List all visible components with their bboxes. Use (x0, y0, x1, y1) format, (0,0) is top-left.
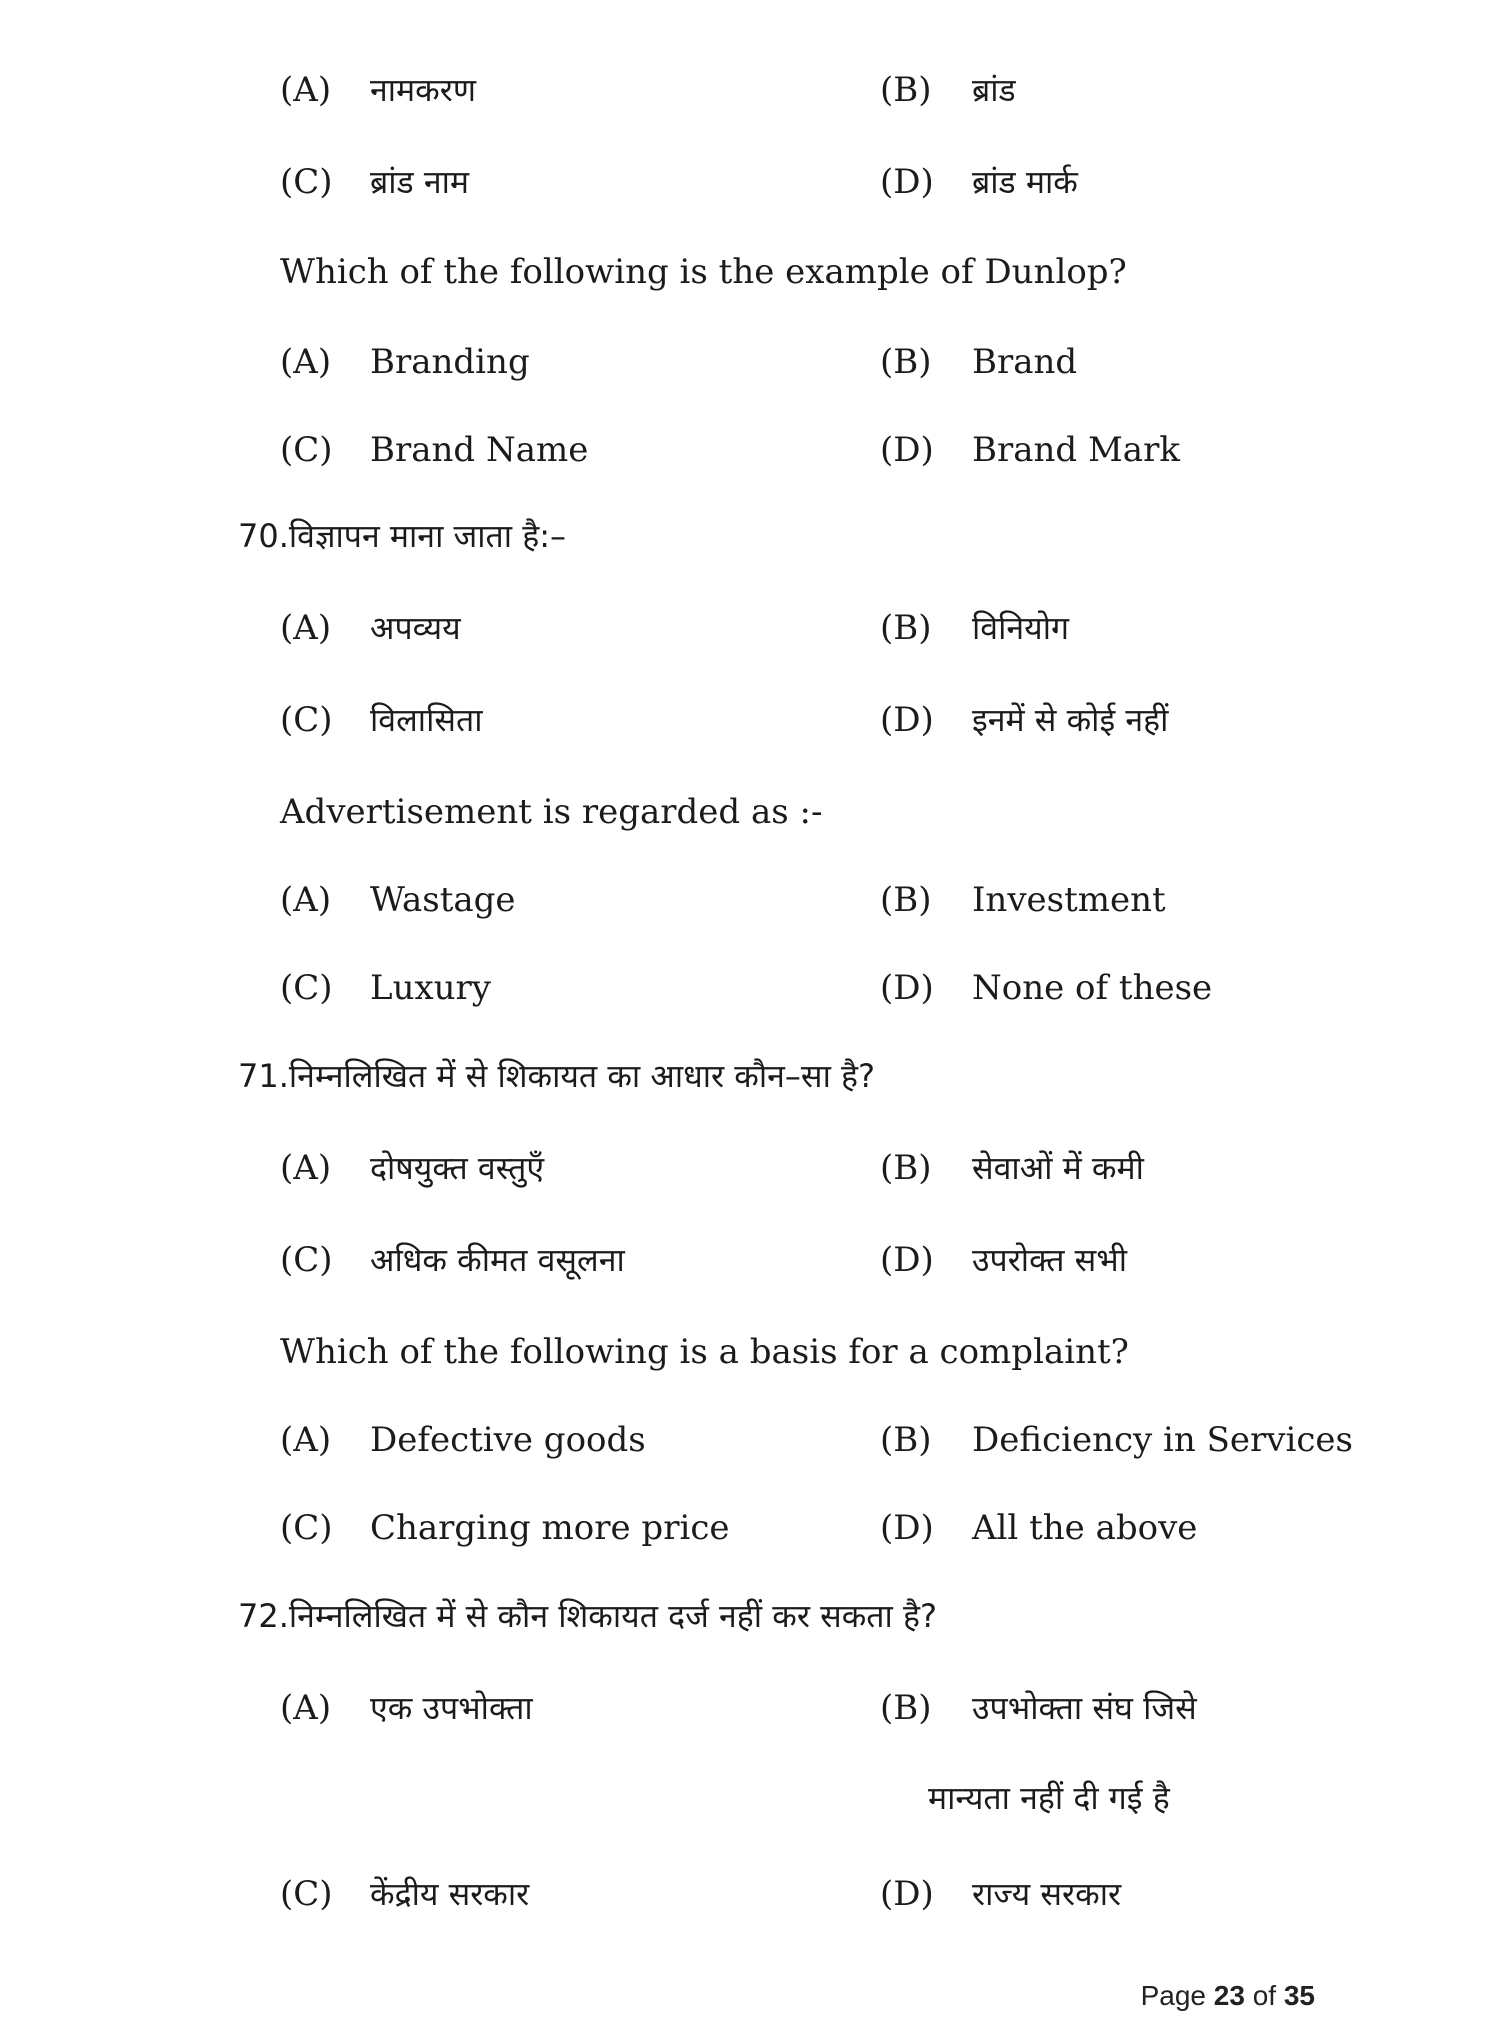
option-text: Charging more price (370, 1508, 730, 1548)
option-text: Brand Mark (972, 430, 1180, 470)
page-total: 35 (1283, 1980, 1315, 2011)
option-label: (C) (280, 1240, 333, 1280)
option-text: Investment (972, 880, 1166, 920)
option-label: (B) (880, 70, 932, 110)
option-text: Deficiency in Services (972, 1420, 1353, 1460)
option-text: Defective goods (370, 1420, 646, 1460)
q71-hi-question: 71.निम्नलिखित में से शिकायत का आधार कौन–सा है? (238, 1057, 875, 1095)
option-label: (A) (280, 1148, 332, 1188)
option-label: (D) (880, 700, 934, 740)
option-label: (C) (280, 162, 333, 202)
option-label: (B) (880, 1420, 932, 1460)
option-label: (D) (880, 162, 934, 202)
option-label: (B) (880, 1688, 932, 1728)
option-label: (D) (880, 1874, 934, 1914)
option-text: None of these (972, 968, 1213, 1008)
option-text: अपव्यय (370, 609, 461, 647)
option-label: (A) (280, 1420, 332, 1460)
option-text: केंद्रीय सरकार (370, 1875, 530, 1913)
option-label: (C) (280, 430, 333, 470)
q72-hi-option-b-continuation: मान्यता नहीं दी गई है (928, 1779, 1170, 1817)
option-label: (B) (880, 1148, 932, 1188)
page-of: of (1244, 1980, 1284, 2011)
option-label: (C) (280, 700, 333, 740)
q70-hi-question: 70.विज्ञापन माना जाता है:– (238, 517, 567, 555)
option-label: (A) (280, 342, 332, 382)
option-text: एक उपभोक्ता (370, 1689, 533, 1727)
option-text: Brand Name (370, 430, 589, 470)
option-label: (D) (880, 1508, 934, 1548)
option-text: सेवाओं में कमी (972, 1149, 1144, 1187)
q70-en-question: Advertisement is regarded as :- (280, 792, 823, 832)
q69-en-question: Which of the following is the example of Dunlop? (280, 252, 1127, 292)
option-label: (C) (280, 968, 333, 1008)
q72-hi-question: 72.निम्नलिखित में से कौन शिकायत दर्ज नहीं कर सकता है? (238, 1597, 937, 1635)
option-label: (D) (880, 430, 934, 470)
option-text: उपरोक्त सभी (972, 1241, 1128, 1279)
option-text: नामकरण (370, 71, 476, 109)
page-current: 23 (1213, 1980, 1245, 2011)
option-text: विनियोग (972, 609, 1069, 647)
option-text: उपभोक्ता संघ जिसे (972, 1689, 1197, 1727)
option-text: Luxury (370, 968, 492, 1008)
option-label: (B) (880, 342, 932, 382)
option-text: ब्रांड नाम (370, 163, 470, 201)
option-text: अधिक कीमत वसूलना (370, 1241, 625, 1279)
option-text: ब्रांड मार्क (972, 163, 1078, 201)
option-text: विलासिता (370, 701, 483, 739)
option-label: (C) (280, 1508, 333, 1548)
q71-en-question: Which of the following is a basis for a complaint? (280, 1332, 1129, 1372)
option-label: (B) (880, 608, 932, 648)
option-text: Wastage (370, 880, 516, 920)
option-label: (C) (280, 1874, 333, 1914)
option-text: राज्य सरकार (972, 1875, 1122, 1913)
page-number (1141, 1978, 1315, 2014)
option-label: (A) (280, 70, 332, 110)
option-text: All the above (972, 1508, 1198, 1548)
option-label: (A) (280, 1688, 332, 1728)
option-label: (D) (880, 1240, 934, 1280)
option-label: (A) (280, 608, 332, 648)
option-label: (B) (880, 880, 932, 920)
option-text: Branding (370, 342, 530, 382)
option-text: इनमें से कोई नहीं (972, 701, 1169, 739)
option-text: दोषयुक्त वस्तुएँ (370, 1149, 545, 1187)
option-label: (D) (880, 968, 934, 1008)
option-label: (A) (280, 880, 332, 920)
page-prefix: Page (1140, 1980, 1214, 2011)
option-text: Brand (972, 342, 1078, 382)
option-text: ब्रांड (972, 71, 1016, 109)
